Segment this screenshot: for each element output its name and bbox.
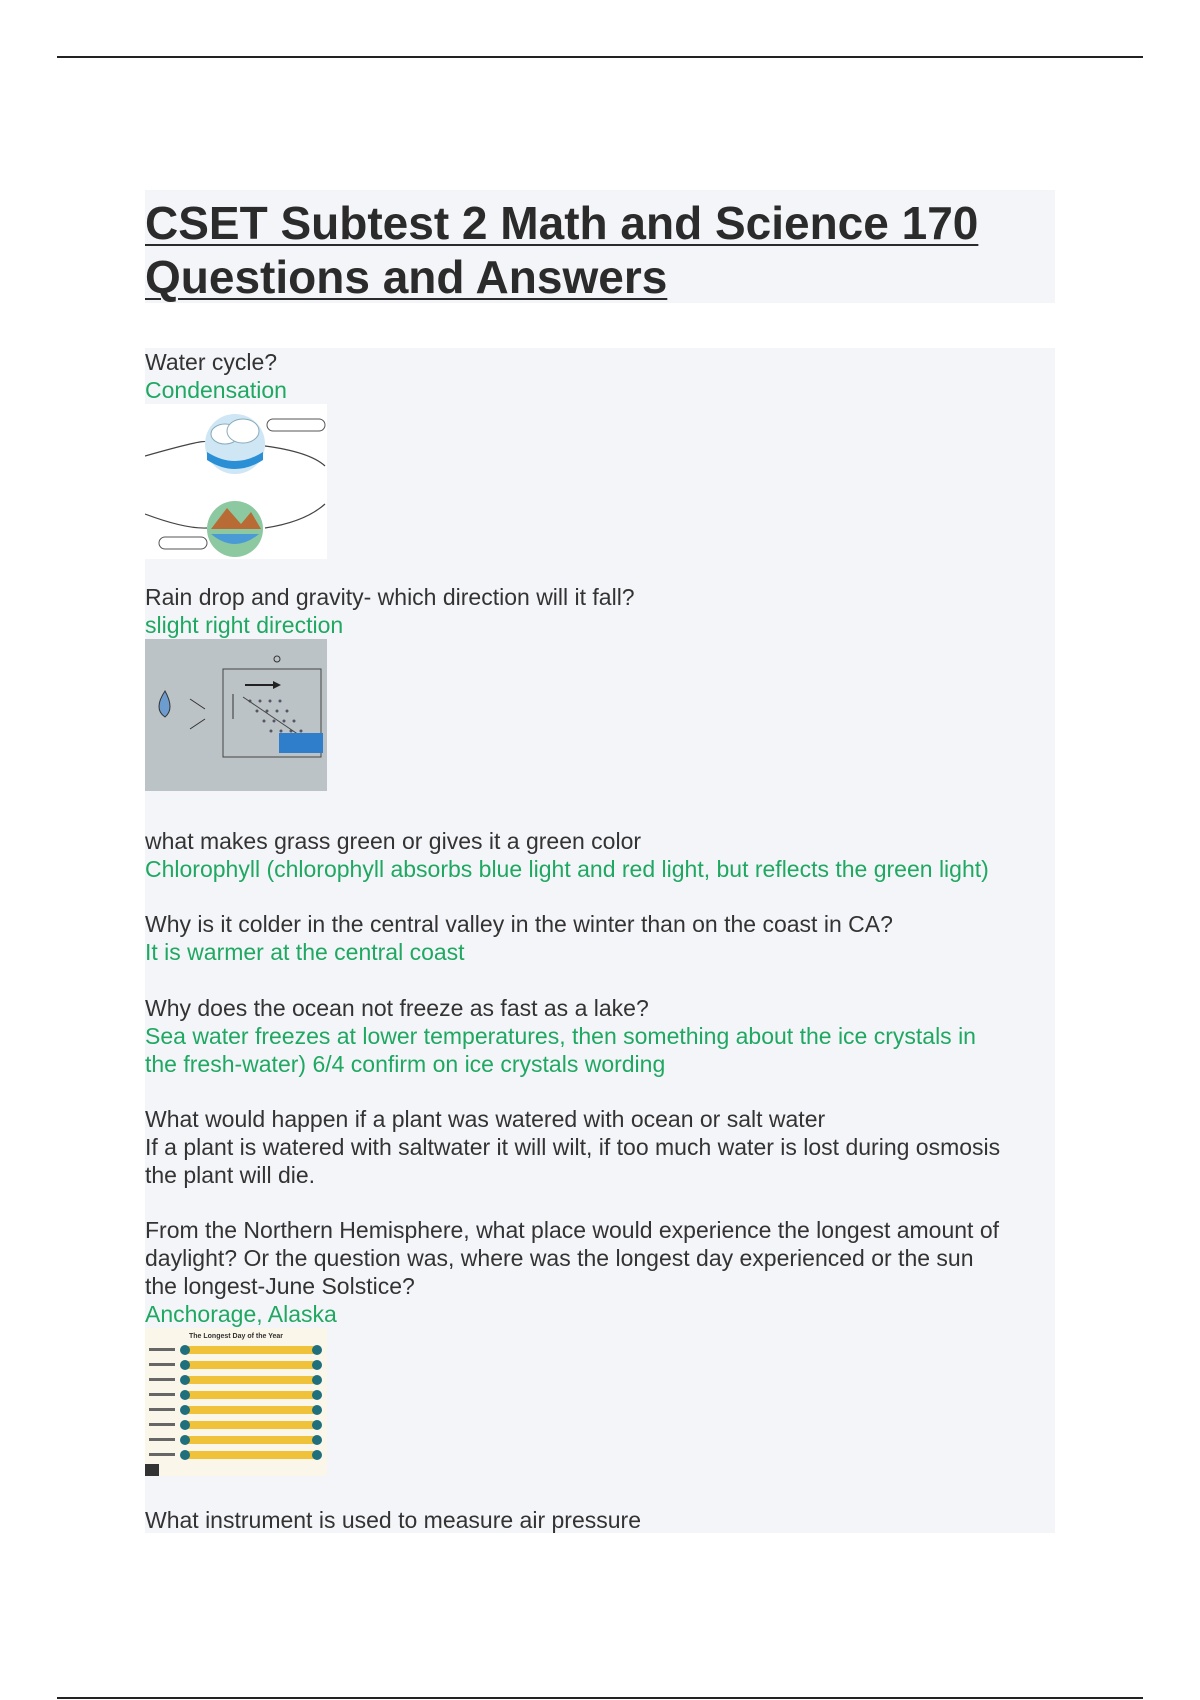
answer-line-1: Sea water freezes at lower temperatures, then something about the ice crystals in <box>145 1023 976 1049</box>
bottom-rule <box>57 1697 1143 1699</box>
question: Rain drop and gravity- which direction will it fall? <box>145 584 635 610</box>
longest-day-chart <box>145 1328 327 1476</box>
answer-line-2: the fresh-water) 6/4 confirm on ice crystals wording <box>145 1051 666 1077</box>
question-line-2: daylight? Or the question was, where was the longest day experienced or the sun <box>145 1245 974 1271</box>
answer-line-1: If a plant is watered with saltwater it will wilt, if too much water is lost during osmosis <box>145 1134 1001 1160</box>
top-rule <box>57 56 1143 58</box>
question: Why is it colder in the central valley in the winter than on the coast in CA? <box>145 911 893 937</box>
answer: Chlorophyll (chlorophyll absorbs blue light and red light, but reflects the green light) <box>145 856 989 882</box>
title-line-2: Questions and Answers <box>145 251 668 303</box>
qa-item-water-cycle <box>145 348 1055 559</box>
qa-item-central-valley <box>145 910 1055 966</box>
question: what makes grass green or gives it a green color <box>145 828 642 854</box>
qa-content <box>145 348 1055 1533</box>
question: Why does the ocean not freeze as fast as a lake? <box>145 995 649 1021</box>
qa-item-grass-green <box>145 827 1055 883</box>
chart-title: The Longest Day of the Year <box>188 1333 284 1340</box>
title-line-1: CSET Subtest 2 Math and Science 170 <box>145 197 979 249</box>
question: What would happen if a plant was watered with ocean or salt water <box>145 1106 826 1132</box>
answer: Anchorage, Alaska <box>145 1301 337 1327</box>
answer: It is warmer at the central coast <box>145 939 465 965</box>
answer: Condensation <box>145 377 287 403</box>
raindrop-gravity-sketch <box>145 639 327 791</box>
title-box <box>145 190 1055 303</box>
question-line-3: the longest-June Solstice? <box>145 1273 415 1299</box>
question-line-1: From the Northern Hemisphere, what place would experience the longest amount of <box>145 1217 1000 1243</box>
answer-line-2: the plant will die. <box>145 1162 316 1188</box>
page-title <box>145 190 1055 304</box>
qa-item-salt-water <box>145 1105 1055 1189</box>
qa-item-ocean-freeze <box>145 994 1055 1078</box>
qa-item-raindrop <box>145 583 1055 791</box>
qa-item-air-pressure <box>145 1506 1055 1534</box>
question: Water cycle? <box>145 349 278 375</box>
question: What instrument is used to measure air pressure <box>145 1507 641 1533</box>
water-cycle-diagram <box>145 404 327 559</box>
qa-item-longest-day <box>145 1216 1055 1476</box>
answer: slight right direction <box>145 612 344 638</box>
